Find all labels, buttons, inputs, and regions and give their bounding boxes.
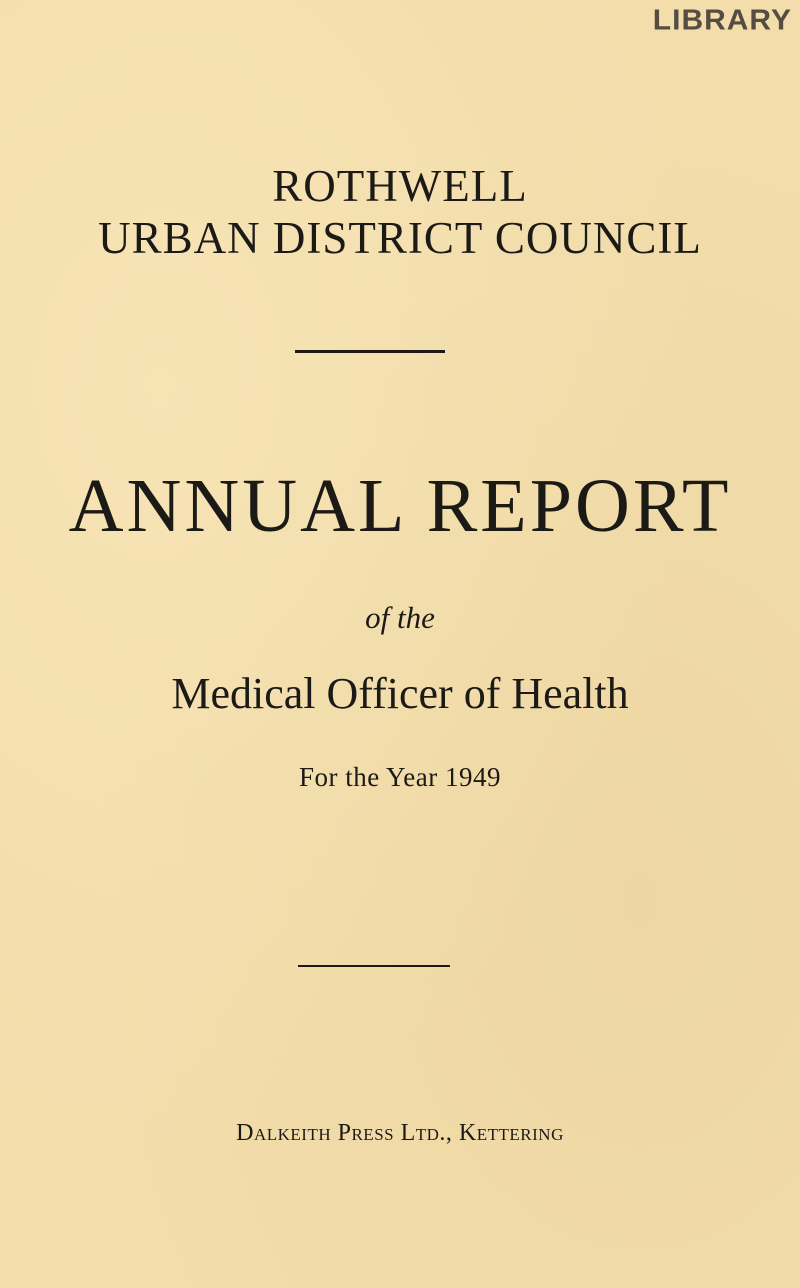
- council-type: URBAN DISTRICT COUNCIL: [98, 213, 702, 263]
- printer-imprint: Dalkeith Press Ltd., Kettering: [236, 1120, 564, 1146]
- divider-bottom: [298, 965, 450, 967]
- divider-top: [295, 350, 445, 353]
- report-subject: Medical Officer of Health: [171, 669, 629, 718]
- report-period: For the Year 1949: [299, 762, 501, 792]
- council-name: ROTHWELL: [272, 161, 528, 211]
- library-stamp: LIBRARY: [652, 4, 792, 37]
- report-of-the: of the: [365, 600, 435, 635]
- report-title: ANNUAL REPORT: [68, 464, 732, 548]
